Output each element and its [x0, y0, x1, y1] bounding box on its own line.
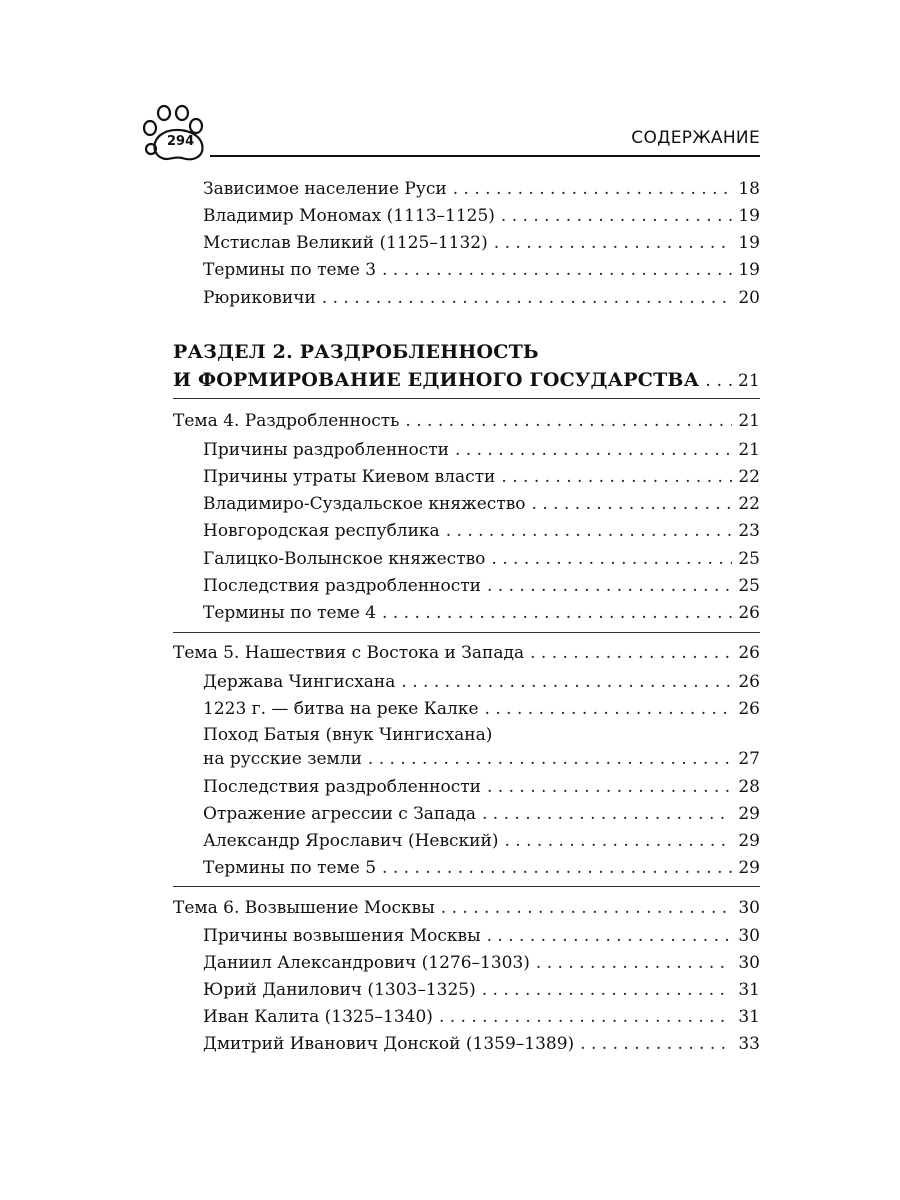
page-ref: 22: [738, 467, 760, 487]
divider: [173, 398, 760, 399]
page-ref: 19: [738, 233, 760, 253]
page-ref: 28: [738, 777, 760, 797]
page-ref: 29: [738, 804, 760, 824]
divider: [173, 886, 760, 887]
page-number: 294: [167, 134, 195, 149]
page-ref: 23: [738, 521, 760, 541]
section-heading[interactable]: [173, 338, 760, 395]
toc-entry[interactable]: Последствия раздробленности . . . 28: [203, 774, 760, 800]
page-ref: 30: [738, 926, 760, 946]
leader-dots: [536, 950, 732, 976]
leader-dots: [441, 895, 732, 921]
page-ref: 26: [738, 699, 760, 719]
leader-dots: [485, 696, 732, 722]
toc-entry[interactable]: Мстислав Великий (1125–1132) . . . 19: [203, 230, 760, 256]
toc-entry[interactable]: Галицко-Волынское княжество . . . 25: [203, 546, 760, 572]
page-ref: 18: [738, 179, 760, 199]
leader-dots: [504, 828, 732, 854]
toc-entry[interactable]: Термины по теме 3 . . . 19: [203, 257, 760, 283]
toc-entry[interactable]: Термины по теме 4 . . . 26: [203, 600, 760, 626]
toc-entry[interactable]: Иван Калита (1325–1340) . . . 31: [203, 1004, 760, 1030]
leader-dots: [705, 367, 732, 395]
section-title-line2: И ФОРМИРОВАНИЕ ЕДИНОГО ГОСУДАРСТВА: [173, 369, 700, 391]
page-ref: 20: [738, 288, 760, 308]
toc-entry-line1[interactable]: Поход Батыя (внук Чингисхана): [203, 725, 493, 745]
leader-dots: [482, 977, 732, 1003]
leader-dots: [487, 573, 732, 599]
page-ref: 26: [738, 643, 760, 663]
leader-dots: [487, 923, 732, 949]
leader-dots: [382, 855, 732, 881]
toc-entry[interactable]: Последствия раздробленности . . . 25: [203, 573, 760, 599]
page-header: [0, 0, 900, 170]
running-title: СОДЕРЖАНИЕ: [631, 128, 760, 148]
divider: [173, 632, 760, 633]
leader-dots: [501, 464, 732, 490]
leader-dots: [368, 746, 732, 772]
leader-dots: [401, 669, 732, 695]
leader-dots: [382, 257, 732, 283]
topic-entry[interactable]: Тема 4. Раздробленность . . . 21: [173, 408, 760, 434]
toc-entry[interactable]: Владимир Мономах (1113–1125) . . . 19: [203, 203, 760, 229]
leader-dots: [501, 203, 732, 229]
topic-entry[interactable]: Тема 5. Нашествия с Востока и Запада . . . 26: [173, 640, 760, 666]
toc-entry[interactable]: Причины утраты Киевом власти . . . 22: [203, 464, 760, 490]
toc-entry[interactable]: Термины по теме 5 . . . 29: [203, 855, 760, 881]
page-ref: 26: [738, 672, 760, 692]
toc-entry[interactable]: Рюриковичи . . . 20: [203, 285, 760, 311]
leader-dots: [439, 1004, 732, 1030]
page-ref: 29: [738, 858, 760, 878]
toc-entry[interactable]: Причины возвышения Москвы . . . 30: [203, 923, 760, 949]
leader-dots: [487, 774, 732, 800]
toc-entry[interactable]: Дмитрий Иванович Донской (1359–1389) . . . 33: [203, 1031, 760, 1057]
page-ref: 19: [738, 260, 760, 280]
page-ref: 31: [738, 1007, 760, 1027]
toc-entry[interactable]: Владимиро-Суздальское княжество . . . 22: [203, 491, 760, 517]
page-ref: 21: [738, 440, 760, 460]
page-ref: 27: [738, 749, 760, 769]
toc-entry[interactable]: Новгородская республика . . . 23: [203, 518, 760, 544]
topic-entry[interactable]: Тема 6. Возвышение Москвы . . . 30: [173, 895, 760, 921]
page-ref: 25: [738, 549, 760, 569]
leader-dots: [446, 518, 732, 544]
page-ref: 25: [738, 576, 760, 596]
leader-dots: [405, 408, 732, 434]
header-rule: [210, 155, 760, 157]
leader-dots: [494, 230, 732, 256]
page-ref: 19: [738, 206, 760, 226]
page-ref: 26: [738, 603, 760, 623]
leader-dots: [453, 176, 732, 202]
toc-entry[interactable]: Держава Чингисхана . . . 26: [203, 669, 760, 695]
page-ref: 22: [738, 494, 760, 514]
page-ref: 30: [738, 953, 760, 973]
page-ref: 33: [738, 1034, 760, 1054]
toc-entry[interactable]: на русские земли . . . 27: [203, 746, 760, 772]
leader-dots: [580, 1031, 732, 1057]
page-ref: 30: [738, 898, 760, 918]
page-ref: 21: [737, 371, 760, 391]
page-ref: 31: [738, 980, 760, 1000]
toc-entry[interactable]: 1223 г. — битва на реке Калке . . . 26: [203, 696, 760, 722]
leader-dots: [532, 491, 732, 517]
toc-entry[interactable]: Зависимое население Руси . . . 18: [203, 176, 760, 202]
toc-entry[interactable]: Отражение агрессии с Запада . . . 29: [203, 801, 760, 827]
toc-entry[interactable]: Причины раздробленности . . . 21: [203, 437, 760, 463]
toc-entry[interactable]: Юрий Данилович (1303–1325) . . . 31: [203, 977, 760, 1003]
toc-entry[interactable]: Александр Ярославич (Невский) . . . 29: [203, 828, 760, 854]
page-ref: 21: [738, 411, 760, 431]
toc-entry[interactable]: Даниил Александрович (1276–1303) . . . 30: [203, 950, 760, 976]
leader-dots: [455, 437, 732, 463]
leader-dots: [482, 801, 732, 827]
leader-dots: [530, 640, 732, 666]
leader-dots: [382, 600, 732, 626]
page-ref: 29: [738, 831, 760, 851]
leader-dots: [491, 546, 732, 572]
leader-dots: [322, 285, 732, 311]
section-title-line1: РАЗДЕЛ 2. РАЗДРОБЛЕННОСТЬ: [173, 341, 539, 363]
